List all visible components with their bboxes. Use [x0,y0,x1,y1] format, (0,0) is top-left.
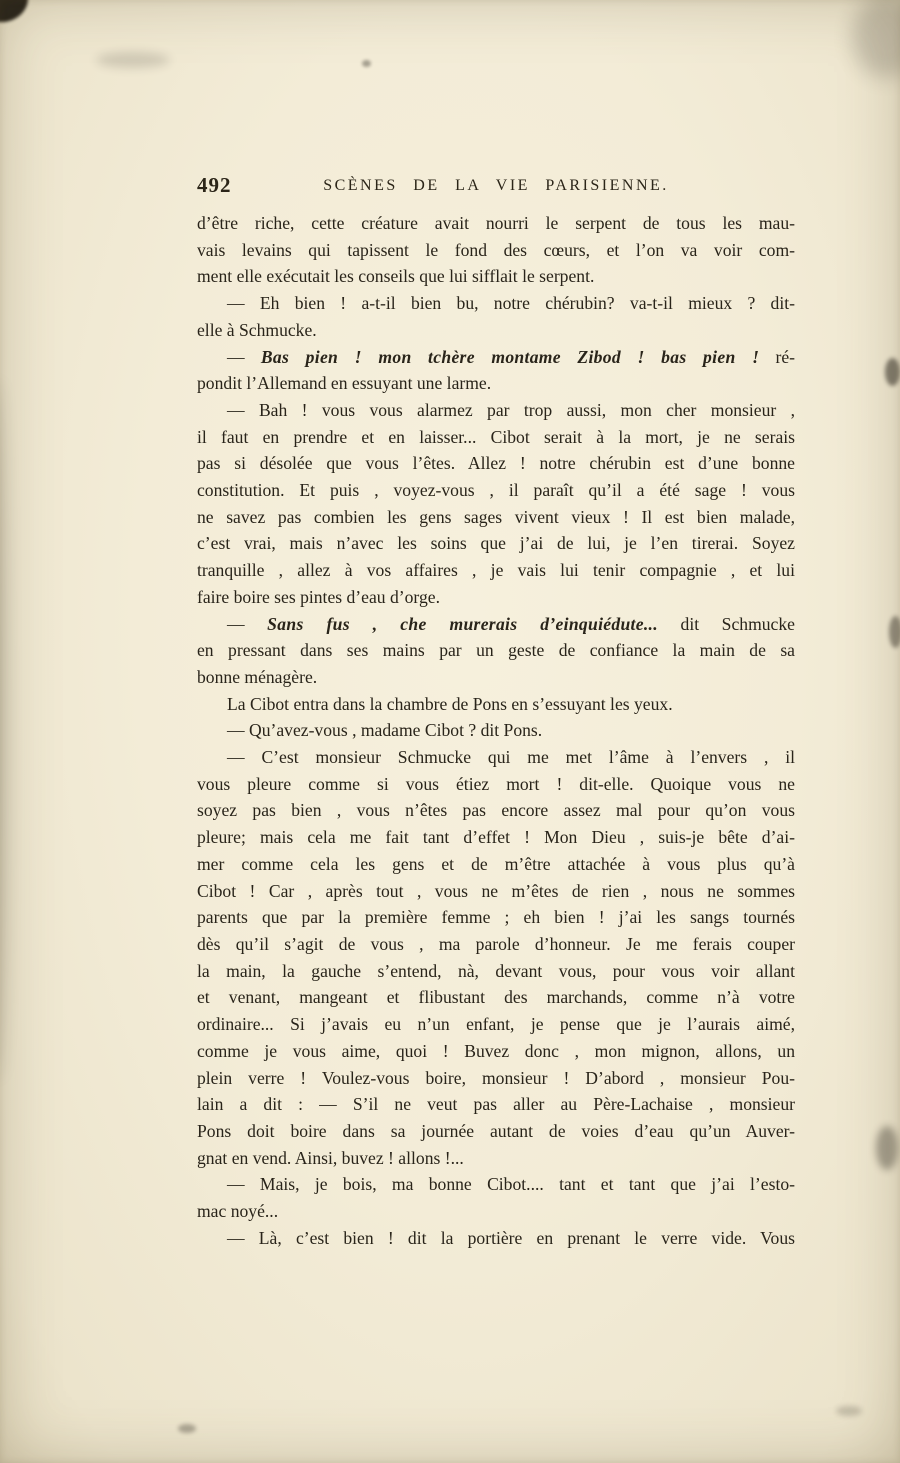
text-line [197,317,795,344]
text-line [197,1145,795,1172]
page-header [197,172,795,199]
paragraph [197,210,795,290]
body-text-segment: — Là, c’est bien ! dit la portière en prenant le verre vide. Vous [227,1227,795,1248]
italic-text: Bas pien ! mon tchère montame Zibod ! bas pien ! [260,346,760,367]
body-text-segment: lain a dit : — S’il ne veut pas aller au Père-Lachaise , monsieur [197,1094,795,1115]
body-text-segment: plein verre ! Voulez-vous boire, monsieur ! D’abord , monsieur Pou- [197,1067,795,1088]
scan-artifact-bottom-left [178,1424,196,1433]
text-line [197,504,795,531]
body-text-segment: ne savez pas combien les gens sages vivent vieux ! Il est bien malade, [197,506,795,527]
text-block [197,172,795,1251]
text-line [197,878,795,905]
paragraph [197,611,795,691]
text-line [197,584,795,611]
text-line [197,1198,795,1225]
text-line [197,984,795,1011]
paragraph [197,1225,795,1252]
body-text-segment: — [227,346,261,367]
text-line [197,397,795,424]
running-title: SCÈNES DE LA VIE PARISIENNE. [323,177,669,194]
paragraph [197,717,795,744]
body-text-segment: parents que par la première femme ; eh bien ! j’ai les sangs tournés [197,907,795,928]
body-text-segment: c’est vrai, mais n’avec les soins que j’ai de lui, je l’en tirerai. Soyez [197,533,795,554]
body-text-segment: d’être riche, cette créature avait nourri le serpent de tous les mau- [197,213,795,233]
body-text-segment: — Bah ! vous vous alarmez par trop aussi, mon cher monsieur , [227,399,795,420]
scan-artifact-top-smudge [96,52,170,68]
paragraph [197,691,795,718]
text-line [197,664,795,691]
scan-artifact-corner-top-right [852,0,900,78]
body-text-segment: dès qu’il s’agit de vous , ma parole d’honneur. Je me ferais couper [197,933,795,954]
text-line [197,851,795,878]
paragraph [197,344,795,397]
text-line [197,1225,795,1252]
body-text-segment: pondit l’Allemand en essuyant une larme. [197,373,492,394]
body-text-segment: dit Schmucke [657,613,795,634]
body-text-segment: ré- [759,346,795,367]
body-text-segment: faire boire ses pintes d’eau d’orge. [197,586,440,607]
body-text-segment: tranquille , allez à vos affaires , je vais lui tenir compagnie , et lui [197,560,795,581]
body-text-segment: pas si désolée que vous l’êtes. Allez ! notre chérubin est d’une bonne [197,453,795,474]
body-text-segment: gnat en vend. Ainsi, buvez ! allons !... [197,1147,464,1168]
body-text-segment: constitution. Et puis , voyez-vous , il paraît qu’il a été sage ! vous [197,480,795,501]
text-line [197,1011,795,1038]
scan-artifact-top-dot [362,60,371,67]
body-text-segment: mac noyé... [197,1201,279,1222]
scan-artifact-left-edge [0,380,6,1080]
text-line [197,717,795,744]
text-line [197,1038,795,1065]
text-line [197,691,795,718]
text-line [197,797,795,824]
text-line [197,958,795,985]
text-line [197,824,795,851]
paragraph [197,744,795,1171]
text-line [197,611,795,638]
body-text-segment: vais levains qui tapissent le fond des cœurs, et l’on va voir com- [197,239,795,260]
text-line [197,904,795,931]
body-text-segment: Pons doit boire dans sa journée autant de voies d’eau qu’un Auver- [197,1120,795,1141]
body-text-segment: — Qu’avez-vous , madame Cibot ? dit Pons. [227,720,543,741]
text-line [197,744,795,771]
text-line [197,1091,795,1118]
scan-artifact-right-edge-1 [885,358,900,386]
text-line [197,370,795,397]
body-text-segment: pleure; mais cela me fait tant d’effet ! Mon Dieu , suis-je bête d’ai- [197,827,795,848]
body-text-segment: — Eh bien ! a-t-il bien bu, notre chérubin? va-t-il mieux ? dit- [227,293,795,314]
body-text-segment: soyez pas bien , vous n’êtes pas encore assez mal pour qu’on vous [197,800,795,821]
body-text-segment: — Mais, je bois, ma bonne Cibot.... tant et tant que j’ai l’esto- [227,1174,795,1195]
paragraph [197,290,795,343]
text-line [197,290,795,317]
text-line [197,1118,795,1145]
text-line [197,530,795,557]
text-line [197,771,795,798]
body-text-segment: la main, la gauche s’entend, nà, devant vous, pour vous voir allant [197,960,795,981]
body-text-segment: ment elle exécutait les conseils que lui sifflait le serpent. [197,266,595,287]
scan-artifact-corner-top-left [0,0,28,22]
paragraph [197,397,795,611]
body-text-segment: elle à Schmucke. [197,319,317,340]
body-text-segment: Cibot ! Car , après tout , vous ne m’êtes de rien , nous ne sommes [197,880,795,901]
body-text-segment: mer comme cela les gens et de m’être attachée à vous plus qu’à [197,853,795,874]
page-number: 492 [197,173,232,197]
text-line [197,450,795,477]
body-text-segment: et venant, mangeant et flibustant des marchands, comme n’à votre [197,987,795,1008]
scan-artifact-bottom-right [836,1406,862,1416]
body-text-segment: ordinaire... Si j’avais eu n’un enfant, je pense que je l’aurais aimé, [197,1014,795,1035]
text-line [197,263,795,290]
body-text-segment: bonne ménagère. [197,666,318,687]
body-text-segment: en pressant dans ses mains par un geste de confiance la main de sa [197,640,795,661]
body-text-segment: — [227,613,268,634]
scan-artifact-right-edge-3 [876,1126,898,1170]
text-line [197,424,795,451]
text-line [197,931,795,958]
text-line [197,344,795,371]
text-line [197,210,795,237]
page-body [197,210,795,1251]
italic-text: Sans fus , che murerais d’einquiédute... [267,613,658,634]
body-text-segment: il faut en prendre et en laisser... Cibot serait à la mort, je ne serais [197,426,795,447]
body-text-segment: comme je vous aime, quoi ! Buvez donc , mon mignon, allons, un [197,1040,795,1061]
body-text-segment: La Cibot entra dans la chambre de Pons en s’essuyant les yeux. [227,693,673,714]
text-line [197,637,795,664]
body-text-segment: vous pleure comme si vous étiez mort ! dit-elle. Quoique vous ne [197,773,795,794]
text-line [197,237,795,264]
paragraph [197,1171,795,1224]
text-line [197,1171,795,1198]
text-line [197,477,795,504]
scan-artifact-right-edge-2 [889,616,900,648]
text-line [197,1065,795,1092]
text-line [197,557,795,584]
body-text-segment: — C’est monsieur Schmucke qui me met l’âme à l’envers , il [227,747,795,768]
